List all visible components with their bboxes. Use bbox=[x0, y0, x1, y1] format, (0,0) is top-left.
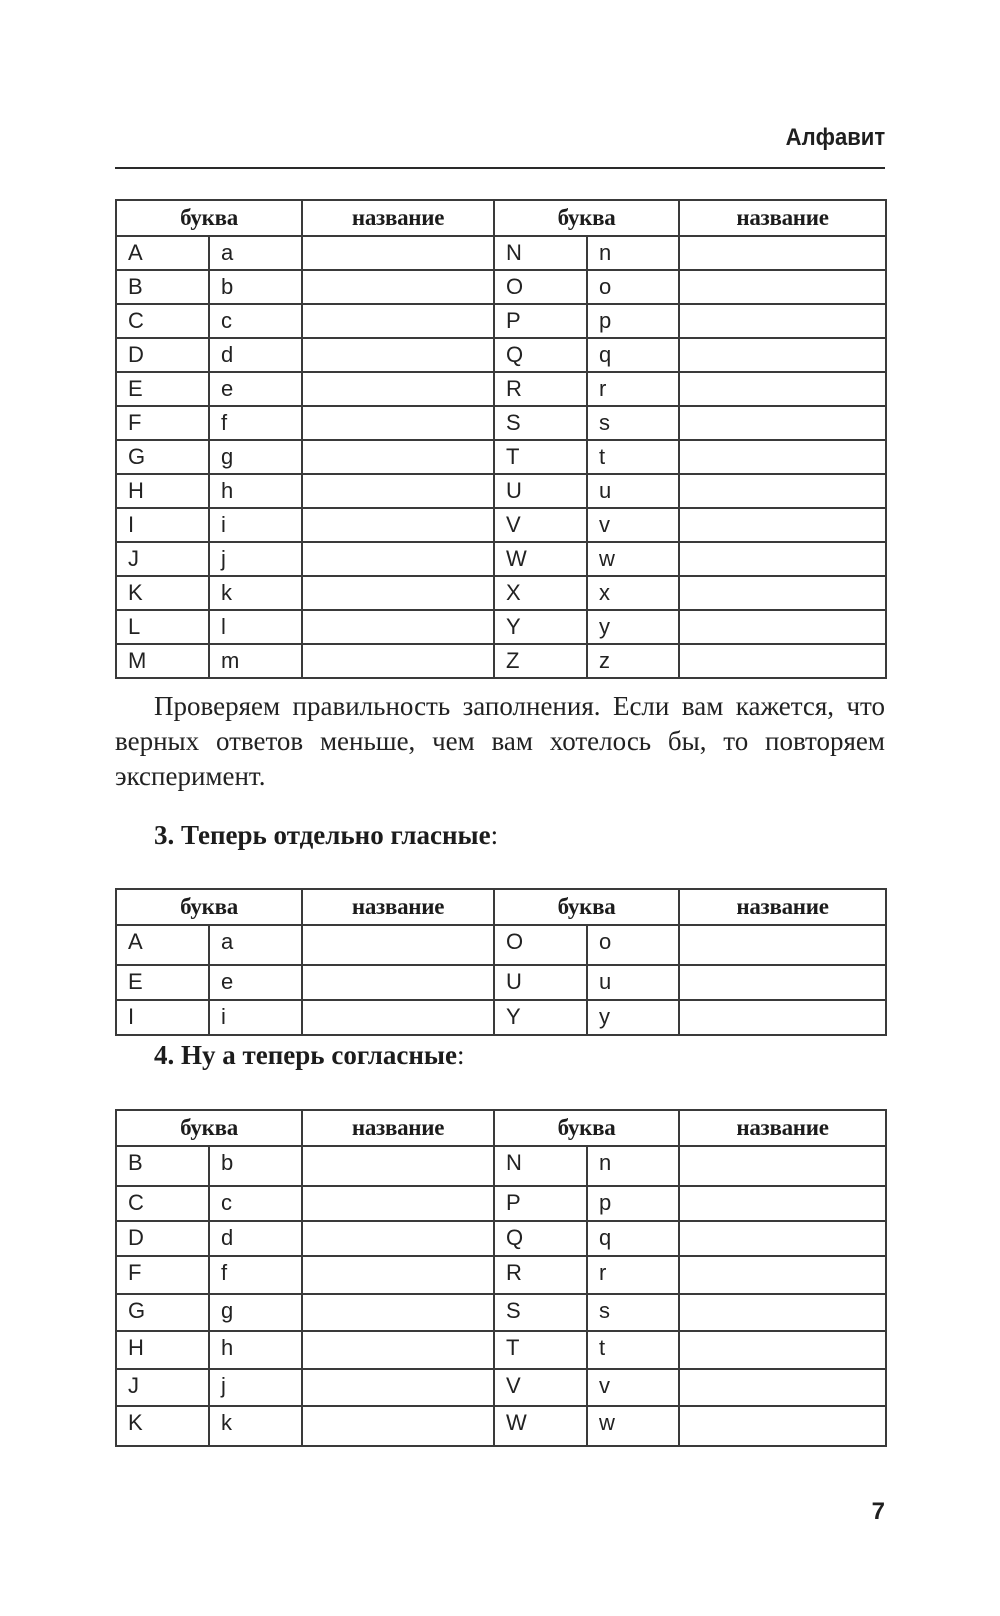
page-number: 7 bbox=[871, 1498, 885, 1525]
uppercase-letter-cell: B bbox=[116, 270, 209, 304]
table-row bbox=[116, 1256, 886, 1294]
uppercase-letter-cell: O bbox=[494, 270, 587, 304]
consonants-table bbox=[115, 1109, 887, 1447]
uppercase-letter-cell: I bbox=[116, 1000, 209, 1035]
name-answer-cell[interactable] bbox=[679, 440, 886, 474]
lowercase-letter-cell: k bbox=[209, 576, 302, 610]
section-4-title-colon: : bbox=[456, 1040, 465, 1070]
table-row bbox=[116, 1294, 886, 1331]
table-row bbox=[116, 406, 886, 440]
column-header-letter: буква bbox=[116, 200, 302, 236]
uppercase-letter-cell: N bbox=[494, 236, 587, 270]
uppercase-letter-cell: P bbox=[494, 304, 587, 338]
table-row bbox=[116, 644, 886, 678]
uppercase-letter-cell: Z bbox=[494, 644, 587, 678]
lowercase-letter-cell: h bbox=[209, 1331, 302, 1369]
lowercase-letter-cell: p bbox=[587, 1186, 679, 1221]
column-header-letter: буква bbox=[494, 200, 679, 236]
name-answer-cell[interactable] bbox=[302, 576, 494, 610]
lowercase-letter-cell: d bbox=[209, 1221, 302, 1256]
uppercase-letter-cell: R bbox=[494, 372, 587, 406]
name-answer-cell[interactable] bbox=[302, 1369, 494, 1406]
uppercase-letter-cell: W bbox=[494, 1406, 587, 1446]
instruction-paragraph bbox=[115, 689, 885, 794]
column-header-letter: буква bbox=[494, 889, 679, 925]
lowercase-letter-cell: o bbox=[587, 925, 679, 965]
lowercase-letter-cell: f bbox=[209, 1256, 302, 1294]
name-answer-cell[interactable] bbox=[679, 338, 886, 372]
uppercase-letter-cell: U bbox=[494, 474, 587, 508]
name-answer-cell[interactable] bbox=[679, 965, 886, 1000]
table-row bbox=[116, 1000, 886, 1035]
name-answer-cell[interactable] bbox=[679, 270, 886, 304]
name-answer-cell[interactable] bbox=[679, 372, 886, 406]
uppercase-letter-cell: V bbox=[494, 508, 587, 542]
section-4-title-text: 4. Ну а теперь согласные bbox=[154, 1040, 457, 1070]
table-row bbox=[116, 372, 886, 406]
uppercase-letter-cell: Q bbox=[494, 338, 587, 372]
lowercase-letter-cell: c bbox=[209, 1186, 302, 1221]
name-answer-cell[interactable] bbox=[302, 270, 494, 304]
lowercase-letter-cell: m bbox=[209, 644, 302, 678]
section-3-title bbox=[154, 820, 498, 851]
table-row bbox=[116, 1186, 886, 1221]
lowercase-letter-cell: j bbox=[209, 542, 302, 576]
table-row bbox=[116, 474, 886, 508]
lowercase-letter-cell: k bbox=[209, 1406, 302, 1446]
table-row bbox=[116, 925, 886, 965]
uppercase-letter-cell: J bbox=[116, 542, 209, 576]
uppercase-letter-cell: Y bbox=[494, 1000, 587, 1035]
lowercase-letter-cell: w bbox=[587, 1406, 679, 1446]
name-answer-cell[interactable] bbox=[302, 1256, 494, 1294]
lowercase-letter-cell: f bbox=[209, 406, 302, 440]
lowercase-letter-cell: o bbox=[587, 270, 679, 304]
table-row bbox=[116, 965, 886, 1000]
name-answer-cell[interactable] bbox=[302, 474, 494, 508]
lowercase-letter-cell: y bbox=[587, 1000, 679, 1035]
vowels-table bbox=[115, 888, 887, 1036]
name-answer-cell[interactable] bbox=[302, 542, 494, 576]
section-4-title bbox=[154, 1040, 464, 1071]
lowercase-letter-cell: i bbox=[209, 508, 302, 542]
name-answer-cell[interactable] bbox=[302, 1146, 494, 1186]
table-row bbox=[116, 542, 886, 576]
uppercase-letter-cell: Q bbox=[494, 1221, 587, 1256]
uppercase-letter-cell: S bbox=[494, 406, 587, 440]
name-answer-cell[interactable] bbox=[679, 610, 886, 644]
lowercase-letter-cell: r bbox=[587, 372, 679, 406]
table-row bbox=[116, 1146, 886, 1186]
uppercase-letter-cell: Y bbox=[494, 610, 587, 644]
name-answer-cell[interactable] bbox=[679, 236, 886, 270]
name-answer-cell[interactable] bbox=[302, 372, 494, 406]
table-row bbox=[116, 1369, 886, 1406]
lowercase-letter-cell: g bbox=[209, 440, 302, 474]
lowercase-letter-cell: i bbox=[209, 1000, 302, 1035]
column-header-name: название bbox=[302, 1110, 494, 1146]
uppercase-letter-cell: D bbox=[116, 1221, 209, 1256]
lowercase-letter-cell: x bbox=[587, 576, 679, 610]
name-answer-cell[interactable] bbox=[302, 406, 494, 440]
uppercase-letter-cell: K bbox=[116, 576, 209, 610]
column-header-letter: буква bbox=[494, 1110, 679, 1146]
lowercase-letter-cell: e bbox=[209, 965, 302, 1000]
uppercase-letter-cell: S bbox=[494, 1294, 587, 1331]
table-header-row bbox=[116, 1110, 886, 1146]
table-header-row bbox=[116, 200, 886, 236]
table-row bbox=[116, 304, 886, 338]
lowercase-letter-cell: c bbox=[209, 304, 302, 338]
name-answer-cell[interactable] bbox=[679, 406, 886, 440]
lowercase-letter-cell: s bbox=[587, 406, 679, 440]
lowercase-letter-cell: l bbox=[209, 610, 302, 644]
name-answer-cell[interactable] bbox=[679, 644, 886, 678]
lowercase-letter-cell: a bbox=[209, 925, 302, 965]
name-answer-cell[interactable] bbox=[302, 1331, 494, 1369]
uppercase-letter-cell: G bbox=[116, 440, 209, 474]
lowercase-letter-cell: b bbox=[209, 1146, 302, 1186]
table-row bbox=[116, 508, 886, 542]
header-divider bbox=[115, 167, 885, 169]
uppercase-letter-cell: A bbox=[116, 236, 209, 270]
uppercase-letter-cell: J bbox=[116, 1369, 209, 1406]
lowercase-letter-cell: y bbox=[587, 610, 679, 644]
column-header-name: название bbox=[679, 1110, 886, 1146]
uppercase-letter-cell: E bbox=[116, 372, 209, 406]
name-answer-cell[interactable] bbox=[679, 1146, 886, 1186]
column-header-letter: буква bbox=[116, 1110, 302, 1146]
lowercase-letter-cell: p bbox=[587, 304, 679, 338]
lowercase-letter-cell: a bbox=[209, 236, 302, 270]
name-answer-cell[interactable] bbox=[302, 440, 494, 474]
uppercase-letter-cell: V bbox=[494, 1369, 587, 1406]
table-row bbox=[116, 270, 886, 304]
name-answer-cell[interactable] bbox=[679, 1406, 886, 1446]
name-answer-cell[interactable] bbox=[679, 508, 886, 542]
name-answer-cell[interactable] bbox=[679, 542, 886, 576]
name-answer-cell[interactable] bbox=[302, 338, 494, 372]
name-answer-cell[interactable] bbox=[302, 965, 494, 1000]
lowercase-letter-cell: g bbox=[209, 1294, 302, 1331]
column-header-name: название bbox=[679, 889, 886, 925]
name-answer-cell[interactable] bbox=[679, 925, 886, 965]
name-answer-cell[interactable] bbox=[679, 1369, 886, 1406]
uppercase-letter-cell: D bbox=[116, 338, 209, 372]
lowercase-letter-cell: u bbox=[587, 965, 679, 1000]
lowercase-letter-cell: b bbox=[209, 270, 302, 304]
name-answer-cell[interactable] bbox=[679, 1000, 886, 1035]
name-answer-cell[interactable] bbox=[679, 1294, 886, 1331]
uppercase-letter-cell: M bbox=[116, 644, 209, 678]
uppercase-letter-cell: X bbox=[494, 576, 587, 610]
lowercase-letter-cell: q bbox=[587, 338, 679, 372]
lowercase-letter-cell: n bbox=[587, 236, 679, 270]
lowercase-letter-cell: v bbox=[587, 1369, 679, 1406]
name-answer-cell[interactable] bbox=[679, 1221, 886, 1256]
name-answer-cell[interactable] bbox=[302, 1000, 494, 1035]
name-answer-cell[interactable] bbox=[302, 304, 494, 338]
lowercase-letter-cell: h bbox=[209, 474, 302, 508]
lowercase-letter-cell: n bbox=[587, 1146, 679, 1186]
uppercase-letter-cell: T bbox=[494, 440, 587, 474]
lowercase-letter-cell: q bbox=[587, 1221, 679, 1256]
table-row bbox=[116, 440, 886, 474]
uppercase-letter-cell: F bbox=[116, 1256, 209, 1294]
lowercase-letter-cell: j bbox=[209, 1369, 302, 1406]
lowercase-letter-cell: t bbox=[587, 1331, 679, 1369]
column-header-name: название bbox=[302, 889, 494, 925]
lowercase-letter-cell: t bbox=[587, 440, 679, 474]
name-answer-cell[interactable] bbox=[679, 1331, 886, 1369]
uppercase-letter-cell: N bbox=[494, 1146, 587, 1186]
lowercase-letter-cell: s bbox=[587, 1294, 679, 1331]
name-answer-cell[interactable] bbox=[302, 1294, 494, 1331]
uppercase-letter-cell: U bbox=[494, 965, 587, 1000]
table-row bbox=[116, 338, 886, 372]
name-answer-cell[interactable] bbox=[302, 610, 494, 644]
uppercase-letter-cell: H bbox=[116, 1331, 209, 1369]
uppercase-letter-cell: R bbox=[494, 1256, 587, 1294]
lowercase-letter-cell: z bbox=[587, 644, 679, 678]
uppercase-letter-cell: O bbox=[494, 925, 587, 965]
name-answer-cell[interactable] bbox=[679, 474, 886, 508]
name-answer-cell[interactable] bbox=[302, 236, 494, 270]
lowercase-letter-cell: v bbox=[587, 508, 679, 542]
table-row bbox=[116, 1406, 886, 1446]
paragraph-text: Проверяем правильность заполнения. Если вам кажется, что верных ответов меньше, чем вам хотелось бы, то повторяем эксперимент. bbox=[115, 691, 885, 791]
uppercase-letter-cell: P bbox=[494, 1186, 587, 1221]
name-answer-cell[interactable] bbox=[302, 925, 494, 965]
uppercase-letter-cell: E bbox=[116, 965, 209, 1000]
name-answer-cell[interactable] bbox=[302, 508, 494, 542]
uppercase-letter-cell: B bbox=[116, 1146, 209, 1186]
uppercase-letter-cell: F bbox=[116, 406, 209, 440]
uppercase-letter-cell: G bbox=[116, 1294, 209, 1331]
uppercase-letter-cell: H bbox=[116, 474, 209, 508]
name-answer-cell[interactable] bbox=[302, 1186, 494, 1221]
name-answer-cell[interactable] bbox=[679, 1186, 886, 1221]
column-header-letter: буква bbox=[116, 889, 302, 925]
full-alphabet-table bbox=[115, 199, 887, 679]
uppercase-letter-cell: T bbox=[494, 1331, 587, 1369]
uppercase-letter-cell: L bbox=[116, 610, 209, 644]
name-answer-cell[interactable] bbox=[302, 644, 494, 678]
uppercase-letter-cell: A bbox=[116, 925, 209, 965]
section-3-title-text: 3. Теперь отдельно гласные bbox=[154, 820, 491, 850]
uppercase-letter-cell: I bbox=[116, 508, 209, 542]
name-answer-cell[interactable] bbox=[679, 1256, 886, 1294]
lowercase-letter-cell: e bbox=[209, 372, 302, 406]
table-header-row bbox=[116, 889, 886, 925]
uppercase-letter-cell: C bbox=[116, 304, 209, 338]
uppercase-letter-cell: K bbox=[116, 1406, 209, 1446]
table-row bbox=[116, 610, 886, 644]
table-row bbox=[116, 236, 886, 270]
table-row bbox=[116, 1221, 886, 1256]
name-answer-cell[interactable] bbox=[302, 1221, 494, 1256]
uppercase-letter-cell: C bbox=[116, 1186, 209, 1221]
lowercase-letter-cell: w bbox=[587, 542, 679, 576]
uppercase-letter-cell: W bbox=[494, 542, 587, 576]
column-header-name: название bbox=[679, 200, 886, 236]
lowercase-letter-cell: u bbox=[587, 474, 679, 508]
name-answer-cell[interactable] bbox=[679, 304, 886, 338]
section-3-title-colon: : bbox=[490, 820, 499, 850]
lowercase-letter-cell: r bbox=[587, 1256, 679, 1294]
column-header-name: название bbox=[302, 200, 494, 236]
name-answer-cell[interactable] bbox=[679, 576, 886, 610]
lowercase-letter-cell: d bbox=[209, 338, 302, 372]
name-answer-cell[interactable] bbox=[302, 1406, 494, 1446]
running-head-title: Алфавит bbox=[785, 124, 885, 151]
table-row bbox=[116, 576, 886, 610]
table-row bbox=[116, 1331, 886, 1369]
